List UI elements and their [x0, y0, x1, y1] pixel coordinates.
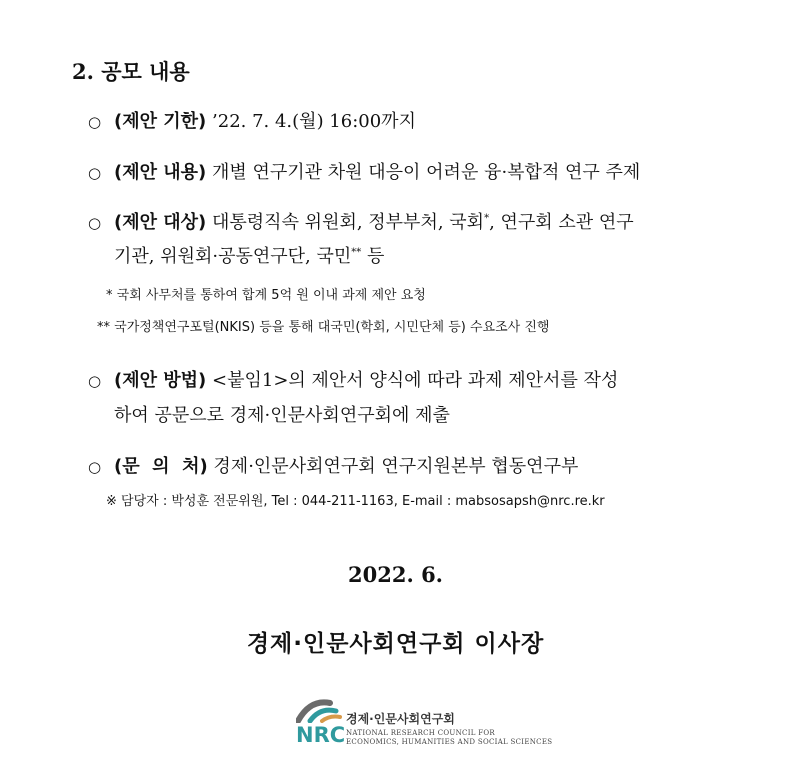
section-heading: 2. 공모 내용: [72, 59, 190, 84]
item-label: (제안 기한): [114, 111, 207, 132]
contact-note: ※ 담당자 : 박성훈 전문위원, Tel : 044-211-1163, E-mail : mabsosapsh@nrc.re.kr: [106, 494, 605, 509]
circle-bullet-icon: ○: [88, 458, 102, 476]
item-label: (제안 대상): [114, 212, 207, 233]
item-text: 개별 연구기관 차원 대응이 어려운 융·복합적 연구 주제: [212, 162, 641, 183]
item-target: [88, 208, 634, 234]
item-label: (제안 방법): [114, 370, 207, 391]
footnote-2: ** 국가정책연구포털(NKIS) 등을 통해 대국민(학회, 시민단체 등) 수요조사 진행: [97, 320, 550, 335]
item-text: 기관, 위원회·공동연구단, 국민: [114, 246, 352, 267]
item-text: , 연구회 소관 연구: [489, 212, 634, 233]
item-method: [88, 366, 618, 392]
footnote-mark: **: [351, 247, 362, 258]
footnote-1: * 국회 사무처를 통하여 합계 5억 원 이내 과제 제안 요청: [106, 288, 426, 303]
item-text: <붙임1>의 제안서 양식에 따라 과제 제안서를 작성: [212, 370, 619, 391]
document-date: 2022. 6.: [348, 562, 443, 587]
nrc-logo-arc-icon: [296, 697, 344, 723]
item-text: 경제·인문사회연구회 연구지원본부 협동연구부: [213, 456, 579, 477]
item-content: [88, 158, 640, 184]
signature: 경제·인문사회연구회 이사장: [246, 631, 545, 657]
item-text: 대통령직속 위원회, 정부부처, 국회: [212, 212, 485, 233]
item-label: (문 의 처): [114, 456, 208, 477]
logo-name-ko: 경제·인문사회연구회: [346, 712, 455, 726]
item-text: 등: [361, 246, 385, 267]
footnote-mark: *: [484, 213, 490, 224]
item-target-line2: [114, 242, 384, 268]
item-method-line2: 하여 공문으로 경제·인문사회연구회에 제출: [114, 405, 450, 426]
item-label: (제안 내용): [114, 162, 207, 183]
circle-bullet-icon: ○: [88, 113, 102, 131]
item-contact: [88, 452, 578, 478]
item-text: ’22. 7. 4.(월) 16:00까지: [212, 111, 416, 132]
circle-bullet-icon: ○: [88, 372, 102, 390]
item-deadline: [88, 107, 416, 133]
logo-name-en-2: ECONOMICS, HUMANITIES AND SOCIAL SCIENCES: [346, 738, 553, 746]
circle-bullet-icon: ○: [88, 214, 102, 232]
logo-name-en-1: NATIONAL RESEARCH COUNCIL FOR: [346, 729, 496, 737]
circle-bullet-icon: ○: [88, 164, 102, 182]
nrc-logo-abbr: NRC: [296, 723, 346, 747]
